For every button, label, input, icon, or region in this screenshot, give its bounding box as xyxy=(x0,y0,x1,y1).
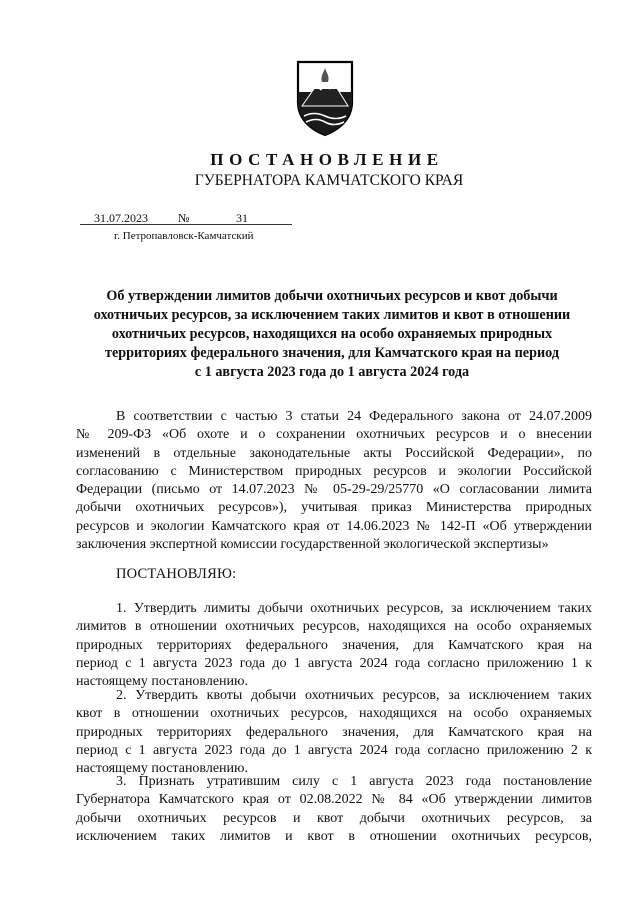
title-line: Об утверждении лимитов добычи охотничьих ресурсов и квот добычи xyxy=(106,288,558,304)
registration-underline xyxy=(80,224,292,225)
text-line: 1. Утвердить лимиты добычи охотничьих ресурсов, за исключением таких xyxy=(116,601,592,616)
preamble-paragraph xyxy=(76,408,592,554)
text-line: 3. Признать утратившим силу с 1 августа 2023 года постановление xyxy=(116,774,592,789)
item-2-paragraph xyxy=(76,687,592,778)
text-line: изменений в отдельные законодательные акты Российской Федерации», по xyxy=(76,445,592,461)
text-line: Федерации (письмо от 14.07.2023 № 05-29-29/25770 «О согласовании лимита xyxy=(76,482,592,498)
text-line: заключения экспертной комиссии государственной экологической экспертизы» xyxy=(76,537,549,553)
decree-word: ПОСТАНОВЛЯЮ: xyxy=(116,566,237,582)
coat-of-arms-icon xyxy=(294,58,356,138)
issuer-heading: ГУБЕРНАТОРА КАМЧАТСКОГО КРАЯ xyxy=(194,172,464,189)
document-type-heading: ПОСТАНОВЛЕНИЕ xyxy=(210,150,444,169)
text-line: 2. Утвердить квоты добычи охотничьих ресурсов, за исключением таких xyxy=(116,688,592,703)
text-line: природных территориях федерального значения, для Камчатского края на xyxy=(76,724,592,740)
number-sign: № xyxy=(178,211,190,225)
text-line: лимитов в отношении охотничьих ресурсов, находящихся на особо охраняемых xyxy=(76,619,592,635)
document-number: 31 xyxy=(236,211,248,225)
text-line: ресурсов и экологии Камчатского края от 14.06.2023 № 142-П «Об утверждении xyxy=(76,518,592,534)
text-line: период с 1 августа 2023 года до 1 августа 2024 года согласно приложению 1 к xyxy=(76,655,592,671)
title-line: с 1 августа 2023 года до 1 августа 2024 года xyxy=(194,364,470,380)
document-title xyxy=(74,287,590,382)
text-line: период с 1 августа 2023 года до 1 августа 2024 года согласно приложению 2 к xyxy=(76,742,592,758)
title-line: охотничьих ресурсов, за исключением таких лимитов и квот в отношении xyxy=(93,307,571,323)
title-line: охотничьих ресурсов, находящихся на особо охраняемых природных xyxy=(111,326,553,342)
text-line: согласованию с Министерством природных ресурсов и экологии Российской xyxy=(76,463,592,479)
text-line: Губернатора Камчатского края от 02.08.2022 № 84 «Об утверждении лимитов xyxy=(76,792,592,808)
text-line: квот в отношении охотничьих ресурсов, находящихся на особо охраняемых xyxy=(76,706,592,722)
text-line: настоящему постановлению. xyxy=(76,674,248,690)
issue-place: г. Петропавловск-Камчатский xyxy=(114,230,254,242)
text-line: добычи охотничьих ресурсов и квот добычи охотничьих ресурсов, за xyxy=(76,810,592,826)
text-line: исключением таких лимитов и квот в отношении охотничьих ресурсов, xyxy=(76,828,592,844)
title-line: территориях федерального значения, для Камчатского края на период xyxy=(104,345,560,361)
item-3-paragraph xyxy=(76,773,592,846)
document-date: 31.07.2023 xyxy=(94,211,148,225)
text-line: природных территориях федерального значения, для Камчатского края на xyxy=(76,637,592,653)
text-line: В соответствии с частью 3 статьи 24 Федерального закона от 24.07.2009 xyxy=(116,409,592,424)
text-line: добычи охотничьих ресурсов»), учитывая приказ Министерства природных xyxy=(76,500,592,516)
text-line: настоящему постановлению. xyxy=(76,761,248,777)
text-line: № 209-ФЗ «Об охоте и о сохранении охотничьих ресурсов и о внесении xyxy=(76,427,592,443)
item-1-paragraph xyxy=(76,600,592,691)
